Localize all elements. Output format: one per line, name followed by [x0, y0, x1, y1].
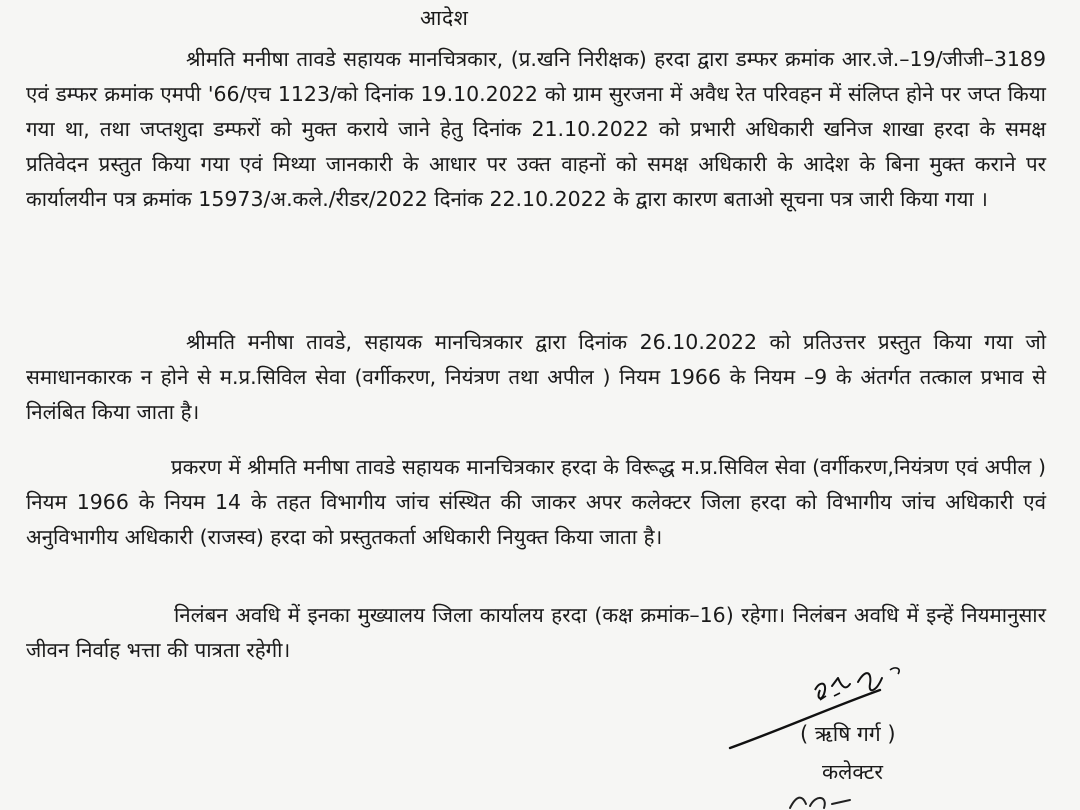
paragraph-text: श्रीमति मनीषा तावडे सहायक मानचित्रकार, (प्र.खनि निरीक्षक) हरदा द्वारा डम्फर क्रमांक आर.जे.–19/जीजी–3189 एवं डम्फर क्रमांक एमपी '66/एच 1123/को दिनांक 19.10.2022 को ग्राम सुरजना में अवैध रेत परिवहन में संलिप्त होने पर जप्त किया गया था, तथा जप्तशुदा डम्फरों को मुक्त कराये जाने हेतु दिनांक 21.10.2022 को प्रभारी अधिकारी खनिज शाखा हरदा के समक्ष प्रतिवेदन प्रस्तुत किया गया एवं मिथ्या जानकारी के आधार पर उक्त वाहनों को समक्ष अधिकारी के आदेश के बिना मुक्त कराने पर कार्यालयीन पत्र क्रमांक 15973/अ.कले./रीडर/2022 दिनांक 22.10.2022 के द्वारा कारण बताओ सूचना पत्र जारी किया गया ।: [26, 47, 1046, 211]
signatory-name: ( ऋषि गर्ग ): [800, 722, 896, 746]
paragraph-text: श्रीमति मनीषा तावडे, सहायक मानचित्रकार द्वारा दिनांक 26.10.2022 को प्रतिउत्तर प्रस्तुत किया गया जो समाधानकारक न होने से म.प्र.सिविल सेवा (वर्गीकरण, नियंत्रण तथा अपील ) नियम 1966 के नियम –9 के अंतर्गत तत्काल प्रभाव से निलंबित किया जाता है।: [26, 330, 1046, 424]
paragraph-text: प्रकरण में श्रीमति मनीषा तावडे सहायक मानचित्रकार हरदा के विरूद्ध म.प्र.सिविल सेवा (वर्गीकरण,नियंत्रण एवं अपील ) नियम 1966 के नियम 14 के तहत विभागीय जांच संस्थित की जाकर अपर कलेक्टर जिला हरदा को विभागीय जांच अधिकारी एवं अनुविभागीय अधिकारी (राजस्व) हरदा को प्रस्तुतकर्ता अधिकारी नियुक्त किया जाता है।: [26, 455, 1046, 549]
paragraph-suspension: [26, 325, 1046, 430]
document-heading: आदेश: [420, 6, 469, 30]
paragraph-text: निलंबन अवधि में इनका मुख्यालय जिला कार्यालय हरदा (कक्ष क्रमांक–16) रहेगा। निलंबन अवधि में इन्हें नियमानुसार जीवन निर्वाह भत्ता की पात्रता रहेगी।: [26, 603, 1046, 662]
paragraph-departmental-inquiry: [26, 450, 1046, 555]
paragraph-headquarters: [26, 598, 1046, 668]
partial-stamp-mark: [780, 786, 900, 810]
signatory-title: कलेक्टर: [822, 760, 883, 784]
paragraph-seizure-details: [26, 42, 1046, 217]
